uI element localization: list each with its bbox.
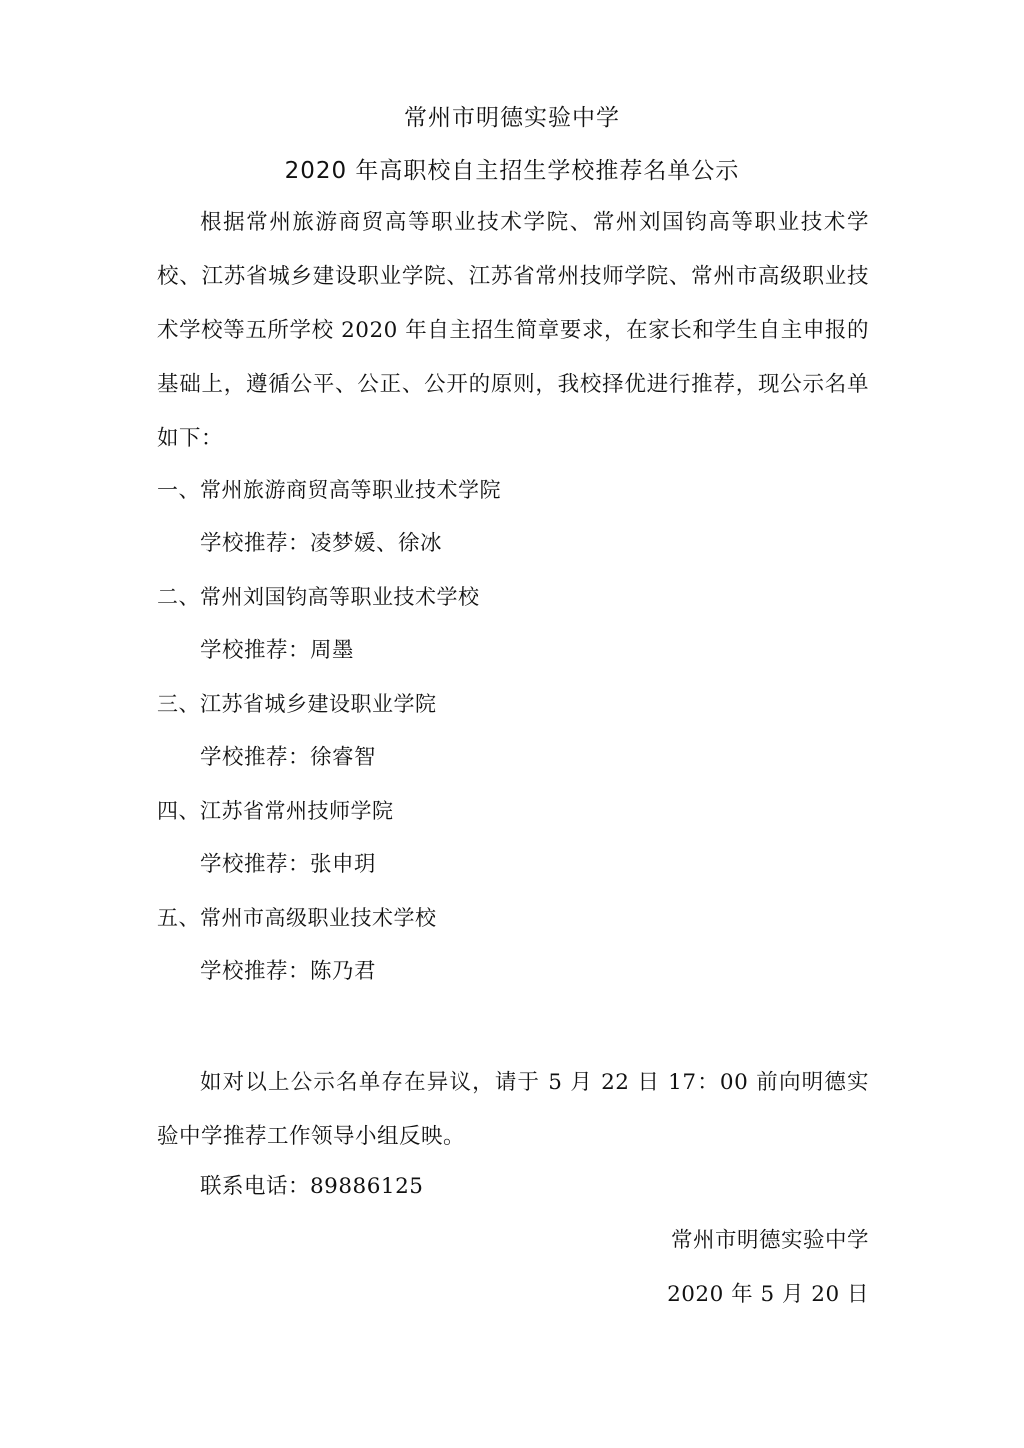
signature-org: 常州市明德实验中学	[670, 1228, 869, 1253]
recommendation-1: 学校推荐：凌梦媛、徐冰	[200, 531, 443, 556]
section-heading-1: 一、常州旅游商贸高等职业技术学院	[157, 478, 501, 502]
contact-phone: 联系电话：89886125	[200, 1174, 424, 1199]
recommendation-2: 学校推荐：周墨	[200, 638, 355, 663]
section-heading-4: 四、江苏省常州技师学院	[157, 799, 394, 823]
objection-note: 如对以上公示名单存在异议，请于 5 月 22 日 17：00 前向明德实验中学推荐工作领导小组反映。	[157, 1070, 869, 1149]
section-heading-2: 二、常州刘国钧高等职业技术学校	[157, 585, 480, 609]
section-heading-5: 五、常州市高级职业技术学校	[157, 906, 437, 930]
section-heading-3: 三、江苏省城乡建设职业学院	[157, 692, 437, 716]
notice-title: 2020 年高职校自主招生学校推荐名单公示	[284, 158, 740, 184]
signature-date: 2020 年 5 月 20 日	[667, 1282, 869, 1307]
recommendation-4: 学校推荐：张申玥	[200, 852, 377, 877]
intro-paragraph: 根据常州旅游商贸高等职业技术学院、常州刘国钧高等职业技术学校、江苏省城乡建设职业学院、江苏省常州技师学院、常州市高级职业技术学校等五所学校 2020 年自主招生简章要求，在家长和学生自主申报的基础上，遵循公平、公正、公开的原则，我校择优进行推荐，现公示名单如下：	[157, 210, 869, 451]
recommendation-3: 学校推荐：徐睿智	[200, 745, 377, 770]
school-title: 常州市明德实验中学	[404, 105, 620, 131]
recommendation-5: 学校推荐：陈乃君	[200, 959, 377, 984]
